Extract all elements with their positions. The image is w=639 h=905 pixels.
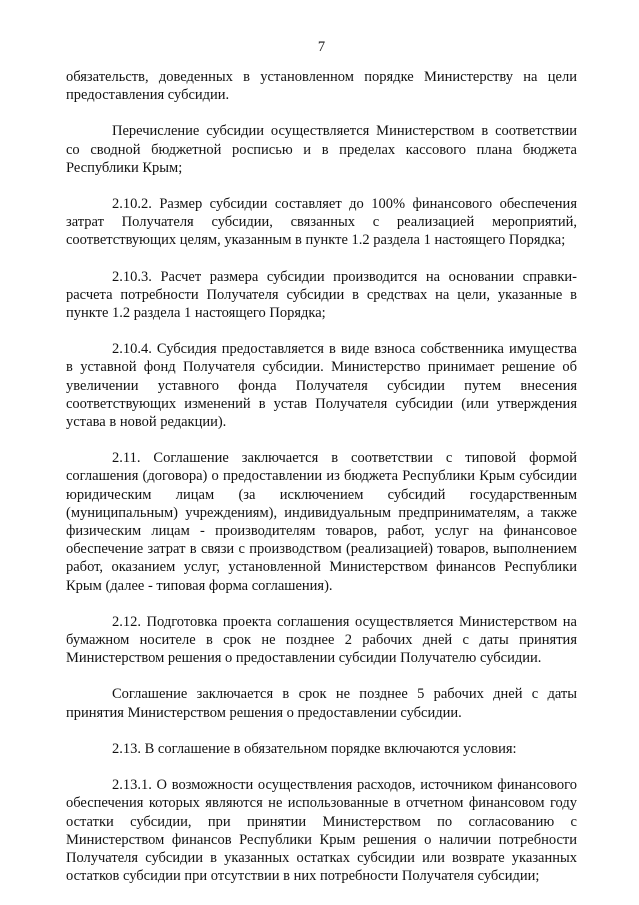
paragraph-agreement-deadline: Соглашение заключается в срок не позднее 5 рабочих дней с даты принятия Министерством решения о предоставлении субсидии.	[66, 686, 577, 721]
paragraph-2-10-3: 2.10.3. Расчет размера субсидии производится на основании справки-расчета потребности Получателя субсидии в средствах на цели, указанные в пункте 1.2 раздела 1 настоящего Порядка;	[66, 268, 577, 322]
page-number: 7	[317, 39, 326, 55]
paragraph-transfer: Перечисление субсидии осуществляется Министерством в соответствии со сводной бюджетной росписью и в пределах кассового плана бюджета Республики Крым;	[66, 123, 577, 176]
paragraph-2-12: 2.12. Подготовка проекта соглашения осуществляется Министерством на бумажном носителе в срок не позднее 2 рабочих дней с даты принятия Министерством решения о предоставлении субсидии Получателю субсидии.	[66, 613, 577, 667]
paragraph-2-11: 2.11. Соглашение заключается в соответствии с типовой формой соглашения (договора) о предоставлении из бюджета Республики Крым субсидии юридическим лицам (за исключением субсидий государственным (муниципальным) учреждениям), индивидуальным предпринимателям, а также физическим лицам - производителям товаров, работ, услуг на финансовое обеспечение затрат в связи с производством (реализацией) товаров, выполнением работ, оказанием услуг, установленной Министерством финансов Республики Крым (далее - типовая форма соглашения).	[66, 450, 577, 594]
paragraph-2-13: 2.13. В соглашение в обязательном порядке включаются условия:	[112, 740, 517, 757]
paragraph-continuation: обязательств, доведенных в установленном порядке Министерству на цели предоставления субсидии.	[66, 69, 577, 104]
paragraph-2-10-2: 2.10.2. Размер субсидии составляет до 100% финансового обеспечения затрат Получателя субсидии, связанных с реализацией мероприятий, соответствующих целям, указанным в пункте 1.2 раздела 1 настоящего Порядка;	[66, 196, 577, 249]
paragraph-2-10-4: 2.10.4. Субсидия предоставляется в виде взноса собственника имущества в уставной фонд Получателя субсидии. Министерство принимает решение об увеличении уставного фонда Получателя субсидии путем внесения соответствующих изменений в устав Получателя субсидии (или утверждения устава в новой редакции).	[66, 341, 577, 431]
paragraph-2-13-1: 2.13.1. О возможности осуществления расходов, источником финансового обеспечения которых являются не использованные в отчетном финансовом году остатки субсидии, при принятии Министерством по согласованию с Министерством финансов Республики Крым решения о наличии потребности Получателя субсидии в указанных остатках субсидии или возврате указанных остатков субсидии при отсутствии в них потребности Получателя субсидии;	[66, 777, 577, 885]
